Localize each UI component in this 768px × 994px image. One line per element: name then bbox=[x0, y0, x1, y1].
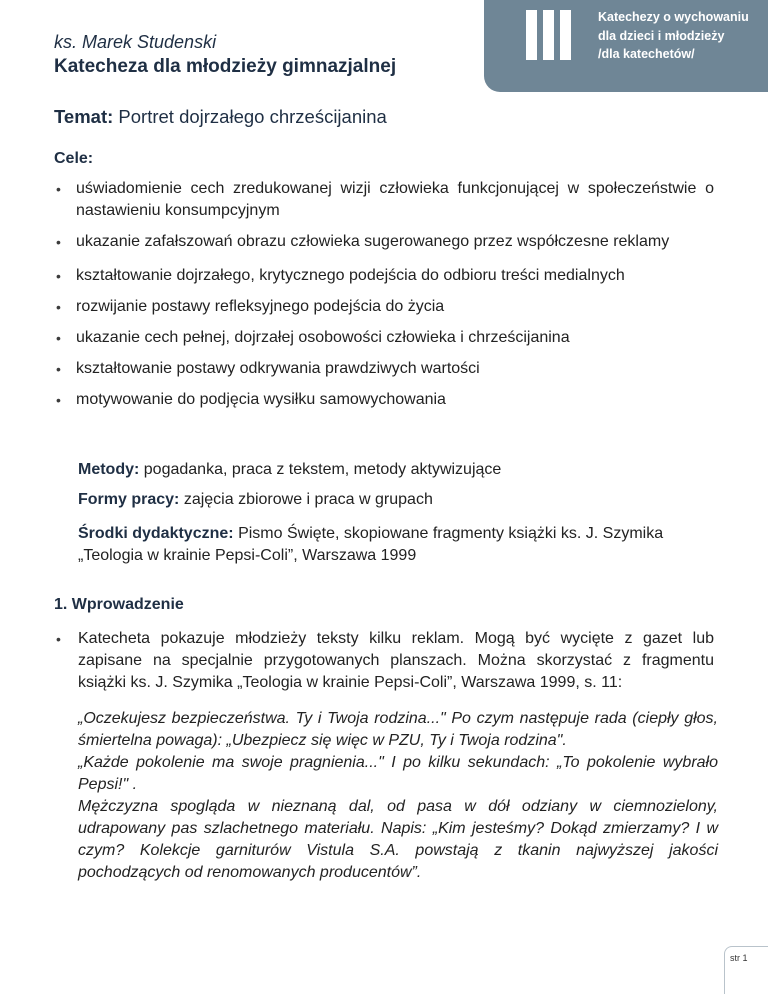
series-header-tab bbox=[484, 0, 768, 92]
goal-item: • ukazanie cech pełnej, dojrzałej osobowości człowieka i chrześcijanina bbox=[54, 327, 714, 349]
roman-bar bbox=[543, 10, 554, 60]
roman-bar bbox=[560, 10, 571, 60]
forms-label: Formy pracy: bbox=[78, 491, 180, 508]
series-line: dla dzieci i młodzieży bbox=[598, 28, 725, 43]
section-heading-introduction: 1. Wprowadzenie bbox=[54, 596, 184, 613]
forms-of-work bbox=[78, 489, 718, 511]
quote-paragraph: „Każde pokolenie ma swoje pragnienia..." I po kilku sekundach: „To pokolenie wybrało Pepsi!" . bbox=[78, 754, 718, 793]
methods-label: Metody: bbox=[78, 461, 140, 478]
forms-value: zajęcia zbiorowe i praca w grupach bbox=[183, 491, 433, 508]
topic-label: Temat: bbox=[54, 106, 114, 127]
introduction-bullet: • Katecheta pokazuje młodzieży teksty kilku reklam. Mogą być wycięte z gazet lub zapisane na specjalnie przygotowanych planszach. Można skorzystać z fragmentu książki ks. J. Szymika „Teologia w krainie Pepsi-Coli”, Warszawa 1999, s. 11: bbox=[54, 628, 714, 694]
roman-bar bbox=[526, 10, 537, 60]
page-number: str 1 bbox=[730, 953, 748, 963]
author: ks. Marek Studenski bbox=[54, 32, 217, 52]
methods bbox=[78, 459, 718, 481]
roman-numeral-mark bbox=[526, 10, 571, 60]
aids-value: Pismo Święte, skopiowane fragmenty książki ks. J. Szymika „Teologia w krainie Pepsi-Coli”, Warszawa 1999 bbox=[78, 525, 664, 564]
series-line: /dla katechetów/ bbox=[598, 47, 695, 61]
goal-item: • uświadomienie cech zredukowanej wizji człowieka funkcjonującej w społeczeństwie o nastawieniu konsumpcyjnym bbox=[54, 178, 714, 222]
advertisement-quotes bbox=[78, 708, 718, 884]
topic bbox=[54, 106, 387, 128]
document-title: Katecheza dla młodzieży gimnazjalnej bbox=[54, 56, 397, 77]
goals-list bbox=[54, 178, 714, 411]
goal-item: • rozwijanie postawy refleksyjnego podejścia do życia bbox=[54, 296, 714, 318]
goal-item: • kształtowanie postawy odkrywania prawdziwych wartości bbox=[54, 358, 714, 380]
goal-item: • motywowanie do podjęcia wysiłku samowychowania bbox=[54, 389, 714, 411]
quote-paragraph: Mężczyzna spogląda w nieznaną dal, od pasa w dół odziany w ciemnozielony, udrapowany pas szlachetnego materiału. Napis: „Kim jesteśmy? Dokąd zmierzamy? I w czym? Kolekcje garniturów Vistula S.A. powstają z tkanin najwyższej jakości pochodzących od renomowanych producentów”. bbox=[78, 798, 718, 881]
goals-heading: Cele: bbox=[54, 150, 94, 167]
page-number-tab bbox=[724, 946, 768, 994]
methods-value: pogadanka, praca z tekstem, metody aktywizujące bbox=[143, 461, 502, 478]
topic-value: Portret dojrzałego chrześcijanina bbox=[118, 106, 387, 127]
series-line: Katechezy o wychowaniu bbox=[598, 10, 749, 24]
goal-item: • kształtowanie dojrzałego, krytycznego podejścia do odbioru treści medialnych bbox=[54, 265, 714, 287]
goal-item: • ukazanie zafałszowań obrazu człowieka sugerowanego przez współczesne reklamy bbox=[54, 231, 714, 253]
quote-paragraph: „Oczekujesz bezpieczeństwa. Ty i Twoja rodzina..." Po czym następuje rada (ciepły głos, śmiertelna powaga): „Ubezpiecz się więc w PZU, Ty i Twoja rodzina". bbox=[78, 710, 718, 749]
series-title bbox=[598, 8, 764, 64]
teaching-aids bbox=[78, 523, 718, 567]
aids-label: Środki dydaktyczne: bbox=[78, 525, 234, 542]
